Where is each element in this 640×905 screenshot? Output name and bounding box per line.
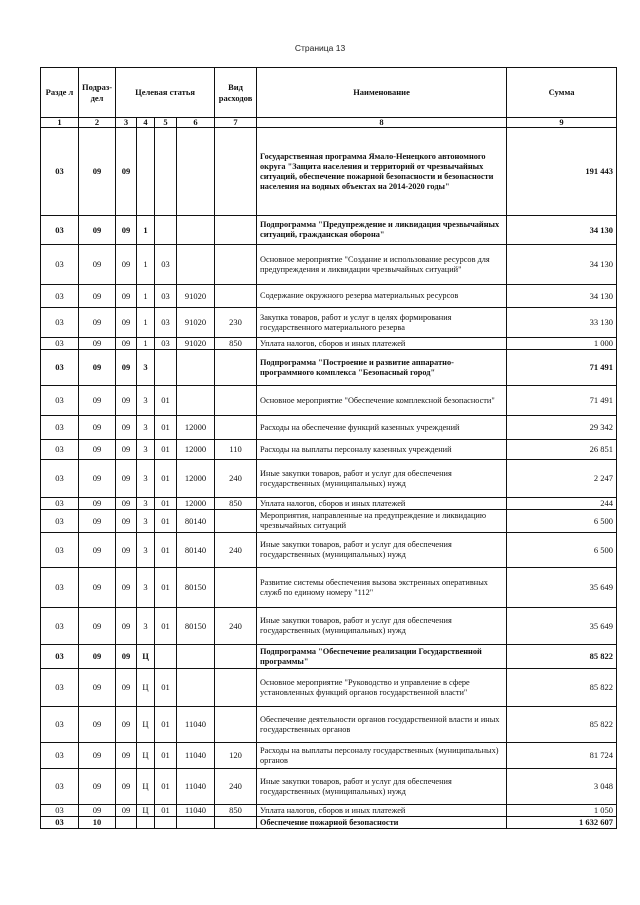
cell-target-program: 09 (116, 460, 137, 498)
header-sum: Сумма (507, 68, 617, 118)
cell-podrazdel: 10 (79, 817, 116, 829)
cell-target-measure: 03 (155, 285, 177, 308)
cell-target-direction (177, 645, 215, 669)
cell-sum: 71 491 (507, 386, 617, 416)
table-row (41, 440, 617, 460)
cell-sum: 81 724 (507, 743, 617, 769)
cell-target-direction (177, 128, 215, 216)
cell-target-measure: 01 (155, 568, 177, 608)
col-number: 7 (215, 118, 257, 128)
col-number: 8 (257, 118, 507, 128)
cell-podrazdel: 09 (79, 805, 116, 817)
cell-expense-type (215, 669, 257, 707)
cell-target-subprogram: 3 (137, 416, 155, 440)
cell-target-subprogram: 3 (137, 510, 155, 533)
cell-sum: 3 048 (507, 769, 617, 805)
cell-expense-type: 850 (215, 338, 257, 350)
cell-target-subprogram: 1 (137, 245, 155, 285)
cell-expense-type (215, 568, 257, 608)
cell-expense-type (215, 817, 257, 829)
cell-expense-type (215, 386, 257, 416)
cell-expense-type (215, 245, 257, 285)
table-row (41, 416, 617, 440)
cell-target-subprogram: 3 (137, 460, 155, 498)
table-row (41, 308, 617, 338)
cell-sum: 35 649 (507, 568, 617, 608)
cell-expense-type: 240 (215, 608, 257, 645)
cell-razdel: 03 (41, 338, 79, 350)
cell-podrazdel: 09 (79, 669, 116, 707)
cell-expense-type: 240 (215, 533, 257, 568)
table-row (41, 498, 617, 510)
cell-target-program: 09 (116, 805, 137, 817)
cell-sum: 1 632 607 (507, 817, 617, 829)
cell-target-program: 09 (116, 308, 137, 338)
table-row (41, 743, 617, 769)
cell-name: Расходы на выплаты персоналу казенных учреждений (257, 440, 507, 460)
cell-target-subprogram (137, 817, 155, 829)
table-row (41, 350, 617, 386)
col-number: 5 (155, 118, 177, 128)
cell-target-subprogram: Ц (137, 645, 155, 669)
cell-sum: 26 851 (507, 440, 617, 460)
cell-target-direction: 80140 (177, 533, 215, 568)
cell-target-subprogram: 3 (137, 533, 155, 568)
cell-podrazdel: 09 (79, 216, 116, 245)
cell-target-measure: 01 (155, 608, 177, 645)
cell-target-direction (177, 216, 215, 245)
cell-expense-type (215, 645, 257, 669)
column-number-row (41, 118, 617, 128)
cell-sum: 6 500 (507, 533, 617, 568)
cell-target-subprogram: 3 (137, 498, 155, 510)
cell-target-program: 09 (116, 707, 137, 743)
cell-razdel: 03 (41, 707, 79, 743)
cell-target-measure: 03 (155, 338, 177, 350)
table-row (41, 460, 617, 498)
cell-razdel: 03 (41, 308, 79, 338)
cell-target-measure (155, 128, 177, 216)
cell-name: Подпрограмма "Предупреждение и ликвидация чрезвычайных ситуаций, гражданская оборона" (257, 216, 507, 245)
cell-target-measure (155, 817, 177, 829)
cell-sum: 191 443 (507, 128, 617, 216)
header-vid: Вид расходов (215, 68, 257, 118)
cell-expense-type: 240 (215, 460, 257, 498)
cell-sum: 1 000 (507, 338, 617, 350)
cell-name: Основное мероприятие "Обеспечение комплексной безопасности" (257, 386, 507, 416)
cell-podrazdel: 09 (79, 645, 116, 669)
cell-target-measure: 01 (155, 743, 177, 769)
cell-target-direction: 11040 (177, 743, 215, 769)
cell-target-program: 09 (116, 338, 137, 350)
cell-target-program: 09 (116, 245, 137, 285)
cell-target-subprogram (137, 128, 155, 216)
cell-razdel: 03 (41, 743, 79, 769)
table-row (41, 216, 617, 245)
cell-target-measure: 01 (155, 416, 177, 440)
cell-name: Уплата налогов, сборов и иных платежей (257, 498, 507, 510)
cell-razdel: 03 (41, 350, 79, 386)
table-row (41, 386, 617, 416)
cell-target-program: 09 (116, 285, 137, 308)
cell-sum: 35 649 (507, 608, 617, 645)
cell-target-direction: 91020 (177, 285, 215, 308)
cell-sum: 34 130 (507, 216, 617, 245)
cell-podrazdel: 09 (79, 743, 116, 769)
cell-target-direction: 11040 (177, 707, 215, 743)
cell-podrazdel: 09 (79, 350, 116, 386)
cell-razdel: 03 (41, 533, 79, 568)
cell-razdel: 03 (41, 440, 79, 460)
cell-name: Обеспечение деятельности органов государственной власти и иных государственных органов (257, 707, 507, 743)
table-row (41, 338, 617, 350)
cell-razdel: 03 (41, 498, 79, 510)
cell-target-program: 09 (116, 498, 137, 510)
header-razdel: Разде л (41, 68, 79, 118)
table-row (41, 769, 617, 805)
cell-razdel: 03 (41, 245, 79, 285)
cell-target-direction: 11040 (177, 769, 215, 805)
cell-target-measure: 01 (155, 498, 177, 510)
budget-table (40, 67, 617, 829)
cell-target-measure (155, 645, 177, 669)
cell-target-measure: 01 (155, 769, 177, 805)
cell-target-subprogram: Ц (137, 707, 155, 743)
table-row (41, 245, 617, 285)
cell-expense-type (215, 510, 257, 533)
cell-sum: 6 500 (507, 510, 617, 533)
cell-name: Иные закупки товаров, работ и услуг для обеспечения государственных (муниципальных) нужд (257, 608, 507, 645)
cell-target-program: 09 (116, 645, 137, 669)
cell-target-direction: 12000 (177, 460, 215, 498)
cell-expense-type (215, 350, 257, 386)
table-row (41, 817, 617, 829)
cell-target-program: 09 (116, 216, 137, 245)
cell-sum: 85 822 (507, 645, 617, 669)
cell-target-measure: 03 (155, 308, 177, 338)
cell-target-subprogram: Ц (137, 669, 155, 707)
cell-target-direction: 91020 (177, 338, 215, 350)
cell-razdel: 03 (41, 416, 79, 440)
header-name: Наименование (257, 68, 507, 118)
cell-sum: 2 247 (507, 460, 617, 498)
cell-target-measure: 01 (155, 805, 177, 817)
cell-name: Иные закупки товаров, работ и услуг для обеспечения государственных (муниципальных) нужд (257, 769, 507, 805)
cell-target-direction: 91020 (177, 308, 215, 338)
cell-target-program: 09 (116, 669, 137, 707)
table-row (41, 568, 617, 608)
cell-expense-type (215, 416, 257, 440)
table-row (41, 533, 617, 568)
cell-name: Основное мероприятие "Создание и использование ресурсов для предупреждения и ликвидации чрезвычайных ситуаций" (257, 245, 507, 285)
table-row (41, 645, 617, 669)
cell-podrazdel: 09 (79, 245, 116, 285)
cell-sum: 85 822 (507, 707, 617, 743)
cell-target-measure (155, 216, 177, 245)
cell-sum: 71 491 (507, 350, 617, 386)
cell-target-direction (177, 350, 215, 386)
cell-razdel: 03 (41, 817, 79, 829)
cell-target-program: 09 (116, 608, 137, 645)
cell-target-subprogram: 3 (137, 608, 155, 645)
cell-target-direction: 80140 (177, 510, 215, 533)
cell-target-program: 09 (116, 128, 137, 216)
table-row (41, 608, 617, 645)
cell-expense-type: 120 (215, 743, 257, 769)
cell-target-direction: 80150 (177, 608, 215, 645)
cell-target-measure: 01 (155, 510, 177, 533)
header-celevaya: Целевая статья (116, 68, 215, 118)
cell-sum: 85 822 (507, 669, 617, 707)
cell-target-direction (177, 245, 215, 285)
cell-target-program: 09 (116, 510, 137, 533)
cell-razdel: 03 (41, 510, 79, 533)
cell-razdel: 03 (41, 805, 79, 817)
cell-sum: 29 342 (507, 416, 617, 440)
col-number: 9 (507, 118, 617, 128)
table-row (41, 669, 617, 707)
cell-podrazdel: 09 (79, 308, 116, 338)
cell-target-direction (177, 669, 215, 707)
col-number: 4 (137, 118, 155, 128)
table-body (41, 128, 617, 829)
cell-target-measure: 01 (155, 707, 177, 743)
cell-target-measure (155, 350, 177, 386)
cell-podrazdel: 09 (79, 386, 116, 416)
table-row (41, 285, 617, 308)
cell-razdel: 03 (41, 285, 79, 308)
cell-target-program (116, 817, 137, 829)
cell-expense-type: 850 (215, 498, 257, 510)
cell-target-program: 09 (116, 416, 137, 440)
cell-razdel: 03 (41, 128, 79, 216)
table-row (41, 707, 617, 743)
cell-sum: 33 130 (507, 308, 617, 338)
cell-name: Уплата налогов, сборов и иных платежей (257, 338, 507, 350)
cell-razdel: 03 (41, 769, 79, 805)
table-row (41, 128, 617, 216)
cell-name: Основное мероприятие "Руководство и управление в сфере установленных функций органов государственной власти" (257, 669, 507, 707)
cell-target-measure: 03 (155, 245, 177, 285)
cell-target-subprogram: 1 (137, 285, 155, 308)
cell-podrazdel: 09 (79, 440, 116, 460)
cell-target-direction: 11040 (177, 805, 215, 817)
cell-name: Иные закупки товаров, работ и услуг для обеспечения государственных (муниципальных) нужд (257, 460, 507, 498)
cell-target-subprogram: Ц (137, 805, 155, 817)
cell-target-measure: 01 (155, 386, 177, 416)
table-row (41, 805, 617, 817)
cell-podrazdel: 09 (79, 510, 116, 533)
cell-target-direction: 12000 (177, 416, 215, 440)
cell-target-direction: 80150 (177, 568, 215, 608)
cell-target-direction: 12000 (177, 498, 215, 510)
cell-podrazdel: 09 (79, 128, 116, 216)
cell-name: Расходы на выплаты персоналу государственных (муниципальных) органов (257, 743, 507, 769)
cell-razdel: 03 (41, 460, 79, 498)
cell-target-program: 09 (116, 568, 137, 608)
cell-name: Мероприятия, направленные на предупреждение и ликвидацию чрезвычайных ситуаций (257, 510, 507, 533)
cell-sum: 1 050 (507, 805, 617, 817)
cell-target-subprogram: 3 (137, 350, 155, 386)
cell-razdel: 03 (41, 645, 79, 669)
cell-razdel: 03 (41, 608, 79, 645)
cell-name: Государственная программа Ямало-Ненецкого автономного округа "Защита населения и территорий от чрезвычайных ситуаций, обеспечение пожарной безопасности и безопасности населения на водных объектах на 2014-2020 годы" (257, 128, 507, 216)
cell-target-subprogram: Ц (137, 743, 155, 769)
col-number: 6 (177, 118, 215, 128)
col-number: 2 (79, 118, 116, 128)
cell-expense-type: 850 (215, 805, 257, 817)
cell-name: Иные закупки товаров, работ и услуг для обеспечения государственных (муниципальных) нужд (257, 533, 507, 568)
cell-target-subprogram: 1 (137, 308, 155, 338)
cell-podrazdel: 09 (79, 707, 116, 743)
col-number: 1 (41, 118, 79, 128)
cell-podrazdel: 09 (79, 285, 116, 308)
cell-target-program: 09 (116, 743, 137, 769)
header-podrazdel: Подраз-дел (79, 68, 116, 118)
cell-podrazdel: 09 (79, 338, 116, 350)
cell-sum: 244 (507, 498, 617, 510)
cell-target-direction (177, 817, 215, 829)
cell-expense-type: 230 (215, 308, 257, 338)
cell-target-subprogram: 1 (137, 338, 155, 350)
cell-target-measure: 01 (155, 669, 177, 707)
cell-target-subprogram: 3 (137, 386, 155, 416)
cell-sum: 34 130 (507, 245, 617, 285)
cell-target-program: 09 (116, 533, 137, 568)
cell-podrazdel: 09 (79, 416, 116, 440)
cell-podrazdel: 09 (79, 769, 116, 805)
cell-target-direction (177, 386, 215, 416)
cell-target-subprogram: 1 (137, 216, 155, 245)
cell-razdel: 03 (41, 386, 79, 416)
cell-podrazdel: 09 (79, 568, 116, 608)
cell-target-program: 09 (116, 440, 137, 460)
cell-expense-type: 110 (215, 440, 257, 460)
cell-target-direction: 12000 (177, 440, 215, 460)
cell-target-program: 09 (116, 386, 137, 416)
col-number: 3 (116, 118, 137, 128)
cell-name: Содержание окружного резерва материальных ресурсов (257, 285, 507, 308)
page-label: Страница 13 (294, 43, 346, 53)
cell-target-program: 09 (116, 769, 137, 805)
cell-expense-type (215, 128, 257, 216)
cell-podrazdel: 09 (79, 498, 116, 510)
cell-name: Развитие системы обеспечения вызова экстренных оперативных служб по единому номеру "112" (257, 568, 507, 608)
cell-name: Расходы на обеспечение функций казенных учреждений (257, 416, 507, 440)
cell-expense-type (215, 216, 257, 245)
table-row (41, 510, 617, 533)
cell-target-measure: 01 (155, 440, 177, 460)
cell-target-measure: 01 (155, 533, 177, 568)
cell-name: Подпрограмма "Построение и развитие аппаратно-программного комплекса "Безопасный город" (257, 350, 507, 386)
cell-name: Обеспечение пожарной безопасности (257, 817, 507, 829)
cell-name: Уплата налогов, сборов и иных платежей (257, 805, 507, 817)
cell-podrazdel: 09 (79, 608, 116, 645)
cell-target-subprogram: Ц (137, 769, 155, 805)
cell-expense-type: 240 (215, 769, 257, 805)
cell-sum: 34 130 (507, 285, 617, 308)
cell-razdel: 03 (41, 216, 79, 245)
cell-target-measure: 01 (155, 460, 177, 498)
cell-target-subprogram: 3 (137, 440, 155, 460)
cell-expense-type (215, 707, 257, 743)
cell-target-program: 09 (116, 350, 137, 386)
cell-name: Подпрограмма "Обеспечение реализации Государственной программы" (257, 645, 507, 669)
cell-razdel: 03 (41, 669, 79, 707)
cell-name: Закупка товаров, работ и услуг в целях формирования государственного материального резерва (257, 308, 507, 338)
cell-target-subprogram: 3 (137, 568, 155, 608)
cell-podrazdel: 09 (79, 460, 116, 498)
cell-razdel: 03 (41, 568, 79, 608)
cell-expense-type (215, 285, 257, 308)
cell-podrazdel: 09 (79, 533, 116, 568)
